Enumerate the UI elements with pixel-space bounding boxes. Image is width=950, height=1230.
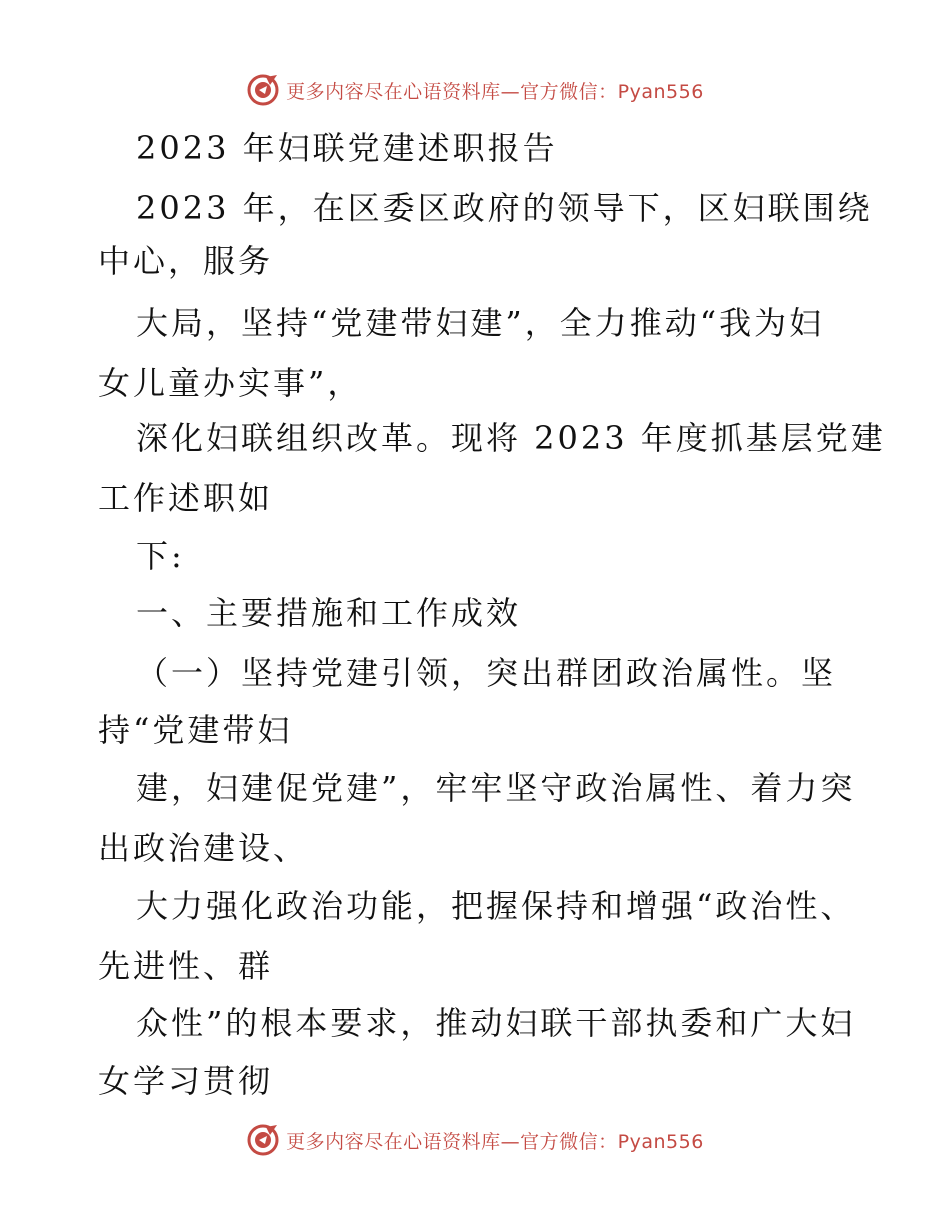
text-line: 下:	[136, 537, 185, 575]
text-line: 2023 年，在区委区政府的领导下，区妇联围绕	[136, 189, 873, 227]
text-line: 持“党建带妇	[98, 711, 293, 749]
pen-logo-icon	[246, 73, 280, 107]
text-line: 先进性、群	[98, 947, 274, 985]
text-line: 大力强化政治功能，把握保持和增强“政治性、	[136, 887, 856, 925]
document-title: 2023 年妇联党建述职报告	[136, 129, 558, 167]
pen-logo-icon	[246, 1123, 280, 1157]
watermark-text: 更多内容尽在心语资料库—官方微信：Pyan556	[286, 1130, 704, 1153]
text-line: 中心，服务	[98, 242, 274, 280]
text-line: 出政治建设、	[98, 829, 309, 867]
text-line: 女学习贯彻	[98, 1062, 274, 1100]
text-line: 众性”的根本要求，推动妇联干部执委和广大妇	[136, 1004, 856, 1042]
text-line: 深化妇联组织改革。现将 2023 年度抓基层党建	[136, 419, 886, 457]
footer-watermark	[0, 1120, 950, 1160]
text-line: 建，妇建促党建”，牢牢坚守政治属性、着力突	[136, 769, 856, 807]
text-line: 工作述职如	[98, 479, 274, 517]
text-line: 大局，坚持“党建带妇建”，全力推动“我为妇	[136, 304, 825, 342]
watermark-text: 更多内容尽在心语资料库—官方微信：Pyan556	[286, 80, 704, 103]
text-line: （一）坚持党建引领，突出群团政治属性。坚	[136, 654, 837, 692]
text-line: 女儿童办实事”，	[98, 364, 363, 402]
section-heading: 一、主要措施和工作成效	[136, 594, 522, 632]
header-watermark	[0, 70, 950, 110]
